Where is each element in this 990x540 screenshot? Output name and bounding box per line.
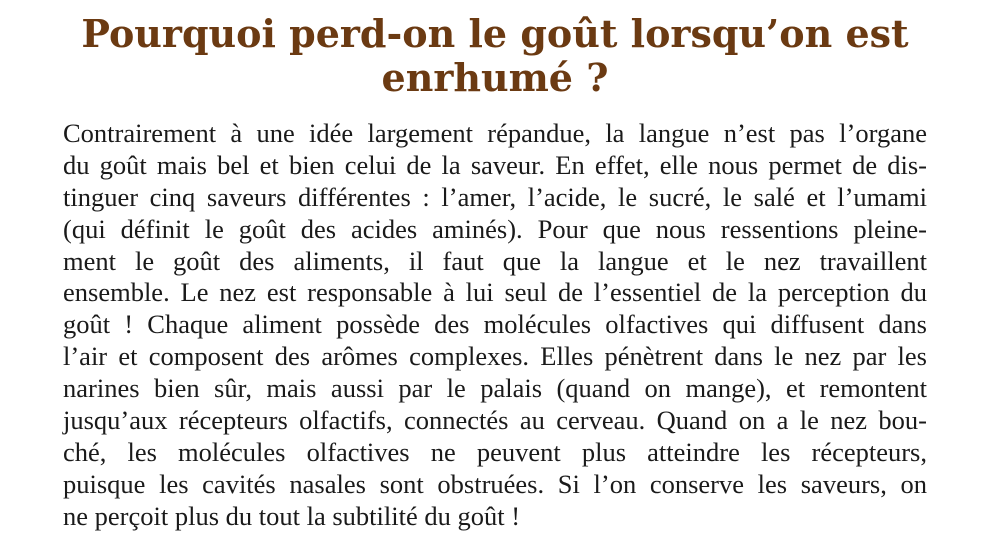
- article-title: [0, 12, 990, 100]
- body-line: l’air et composent des arômes complexes. Elles pénètrent dans le nez par les: [63, 341, 927, 372]
- body-line: puisque les cavités nasales sont obstruées. Si l’on conserve les saveurs, on: [63, 468, 927, 499]
- body-line: ment le goût des aliments, il faut que la langue et le nez travaillent: [63, 245, 927, 276]
- body-line: narines bien sûr, mais aussi par le palais (quand on mange), et remontent: [63, 373, 927, 404]
- body-line: tinguer cinq saveurs différentes : l’amer, l’acide, le sucré, le salé et l’umami: [63, 181, 927, 212]
- body-line: ensemble. Le nez est responsable à lui seul de l’essentiel de la perception du: [63, 277, 927, 308]
- body-line: (qui définit le goût des acides aminés). Pour que nous ressentions pleine-: [63, 213, 927, 244]
- article-body: [63, 118, 927, 533]
- body-line: ché, les molécules olfactives ne peuvent plus atteindre les récepteurs,: [63, 436, 927, 467]
- body-line: du goût mais bel et bien celui de la saveur. En effet, elle nous permet de dis-: [63, 149, 927, 180]
- title-line-2: enrhumé ?: [381, 55, 609, 100]
- body-line-last: ne perçoit plus du tout la subtilité du goût !: [63, 500, 521, 531]
- body-line: jusqu’aux récepteurs olfactifs, connectés au cerveau. Quand on a le nez bou-: [63, 405, 927, 436]
- title-line-1: Pourquoi perd-on le goût lorsqu’on est: [81, 11, 909, 56]
- body-line: Contrairement à une idée largement répandue, la langue n’est pas l’organe: [63, 118, 927, 148]
- body-line: goût ! Chaque aliment possède des molécules olfactives qui diffusent dans: [63, 309, 927, 340]
